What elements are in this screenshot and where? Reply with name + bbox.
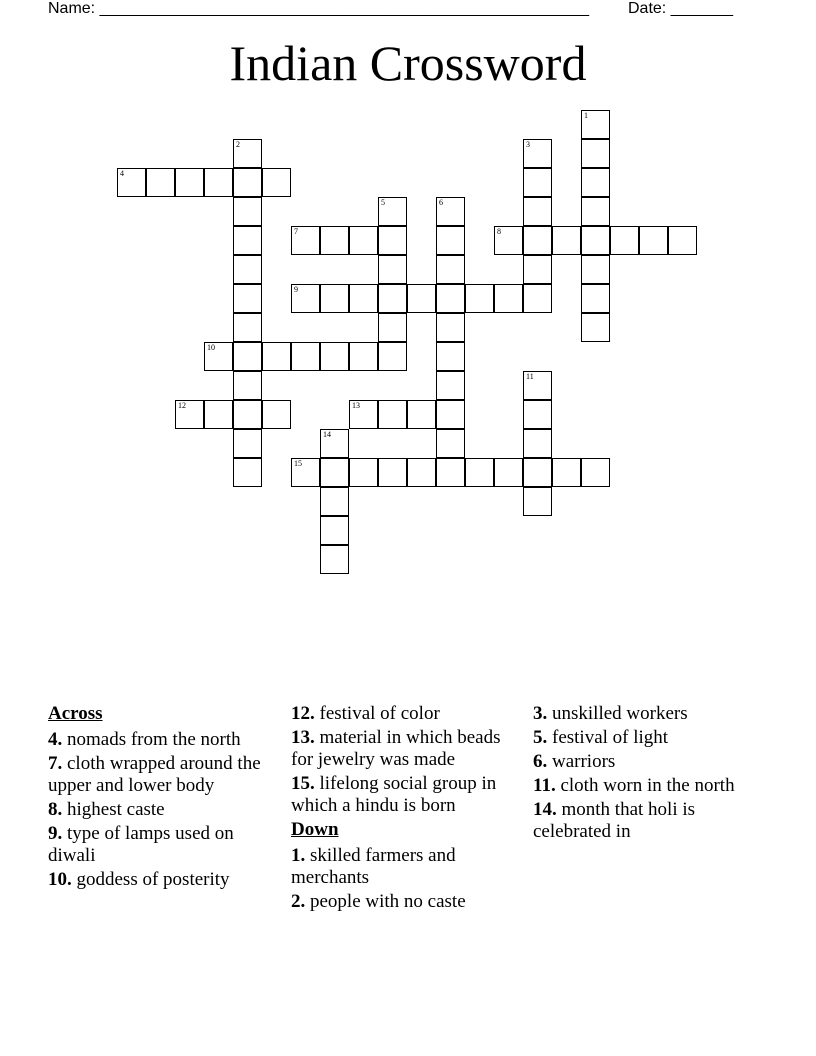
grid-cell[interactable] <box>523 487 552 516</box>
clue-number: 15 <box>294 459 302 468</box>
grid-cell[interactable] <box>378 342 407 371</box>
clue-number-label: 15. <box>291 773 315 794</box>
clue-text: type of lamps used on diwali <box>48 823 234 866</box>
grid-cell[interactable] <box>262 400 291 429</box>
clue-number: 4 <box>120 169 124 178</box>
grid-cell[interactable] <box>436 342 465 371</box>
grid-cell[interactable] <box>320 226 349 255</box>
grid-cell[interactable] <box>291 458 320 487</box>
grid-cell[interactable] <box>233 400 262 429</box>
grid-cell[interactable] <box>378 313 407 342</box>
grid-cell[interactable] <box>581 458 610 487</box>
clue-number-label: 8. <box>48 799 63 820</box>
clue-number-label: 11. <box>533 775 556 796</box>
grid-cell[interactable] <box>378 255 407 284</box>
grid-cell[interactable] <box>233 342 262 371</box>
grid-cell[interactable] <box>204 342 233 371</box>
clue-number-label: 4. <box>48 729 63 750</box>
grid-cell[interactable] <box>233 168 262 197</box>
across-clue <box>48 869 273 891</box>
grid-cell[interactable] <box>494 284 523 313</box>
grid-cell[interactable] <box>668 226 697 255</box>
down-clue <box>533 703 773 725</box>
grid-cell[interactable] <box>436 313 465 342</box>
clue-number: 10 <box>207 343 215 352</box>
clue-number: 6 <box>439 198 443 207</box>
down-clue <box>533 727 773 749</box>
grid-cell[interactable] <box>175 400 204 429</box>
clue-number: 11 <box>526 372 534 381</box>
grid-cell[interactable] <box>378 458 407 487</box>
clue-text: cloth wrapped around the upper and lower body <box>48 753 261 796</box>
grid-cell[interactable] <box>436 197 465 226</box>
grid-cell[interactable] <box>349 284 378 313</box>
clue-text: lifelong social group in which a hindu is born <box>291 773 497 816</box>
clue-number: 3 <box>526 140 530 149</box>
grid-cell[interactable] <box>233 371 262 400</box>
clue-column-1 <box>48 703 273 893</box>
grid-cell[interactable] <box>436 400 465 429</box>
grid-cell[interactable] <box>523 226 552 255</box>
grid-cell[interactable] <box>465 458 494 487</box>
grid-cell[interactable] <box>494 458 523 487</box>
clue-number: 1 <box>584 111 588 120</box>
clue-text: goddess of posterity <box>71 869 230 890</box>
grid-cell[interactable] <box>320 545 349 574</box>
grid-cell[interactable] <box>233 139 262 168</box>
clue-number: 7 <box>294 227 298 236</box>
grid-cell[interactable] <box>175 168 204 197</box>
grid-cell[interactable] <box>581 313 610 342</box>
across-clue <box>291 773 523 817</box>
clue-number: 12 <box>178 401 186 410</box>
grid-cell[interactable] <box>233 226 262 255</box>
grid-cell[interactable] <box>581 197 610 226</box>
grid-cell[interactable] <box>407 458 436 487</box>
across-clue <box>48 799 273 821</box>
grid-cell[interactable] <box>320 516 349 545</box>
clue-number-label: 3. <box>533 703 548 724</box>
grid-cell[interactable] <box>436 458 465 487</box>
clue-number-label: 10. <box>48 869 72 890</box>
across-clue <box>291 703 523 725</box>
grid-cell[interactable] <box>320 342 349 371</box>
grid-cell[interactable] <box>465 284 494 313</box>
grid-cell[interactable] <box>436 255 465 284</box>
grid-cell[interactable] <box>523 429 552 458</box>
clue-number: 9 <box>294 285 298 294</box>
grid-cell[interactable] <box>378 226 407 255</box>
clue-number-label: 7. <box>48 753 63 774</box>
clue-number-label: 12. <box>291 703 315 724</box>
clue-section-heading: Down <box>291 819 339 840</box>
clue-section-heading: Across <box>48 703 103 724</box>
grid-cell[interactable] <box>407 284 436 313</box>
page-title: Indian Crossword <box>229 35 587 91</box>
clue-column-3 <box>533 703 773 845</box>
grid-cell[interactable] <box>407 400 436 429</box>
grid-cell[interactable] <box>523 168 552 197</box>
down-clue <box>291 845 523 889</box>
grid-cell[interactable] <box>378 197 407 226</box>
clue-text: nomads from the north <box>62 729 241 750</box>
across-clue <box>48 729 273 751</box>
name-line: Name: _______________________________________________________ <box>48 0 589 17</box>
clue-text: warriors <box>547 751 616 772</box>
grid-cell[interactable] <box>320 429 349 458</box>
clue-number-label: 13. <box>291 727 315 748</box>
clue-number-label: 2. <box>291 891 306 912</box>
clue-text: cloth worn in the north <box>555 775 735 796</box>
grid-cell[interactable] <box>436 226 465 255</box>
grid-cell[interactable] <box>349 342 378 371</box>
down-clue <box>533 775 773 797</box>
grid-cell[interactable] <box>436 429 465 458</box>
clue-number-label: 6. <box>533 751 548 772</box>
grid-cell[interactable] <box>581 139 610 168</box>
clue-number: 2 <box>236 140 240 149</box>
clue-number: 5 <box>381 198 385 207</box>
clue-text: highest caste <box>62 799 165 820</box>
grid-cell[interactable] <box>233 284 262 313</box>
grid-cell[interactable] <box>523 371 552 400</box>
clue-text: festival of color <box>314 703 440 724</box>
down-clue <box>533 799 773 843</box>
grid-cell[interactable] <box>146 168 175 197</box>
grid-cell[interactable] <box>552 458 581 487</box>
grid-cell[interactable] <box>291 226 320 255</box>
clue-number: 8 <box>497 227 501 236</box>
clue-number-label: 1. <box>291 845 306 866</box>
grid-cell[interactable] <box>320 458 349 487</box>
across-clue <box>48 753 273 797</box>
clue-text: material in which beads for jewelry was made <box>291 727 501 770</box>
grid-cell[interactable] <box>552 226 581 255</box>
grid-cell[interactable] <box>378 284 407 313</box>
grid-cell[interactable] <box>320 487 349 516</box>
date-line: Date: _______ <box>628 0 733 17</box>
grid-cell[interactable] <box>204 168 233 197</box>
grid-cell[interactable] <box>233 429 262 458</box>
grid-cell[interactable] <box>581 284 610 313</box>
grid-cell[interactable] <box>523 458 552 487</box>
down-clue <box>291 891 523 913</box>
across-clue <box>291 727 523 771</box>
grid-cell[interactable] <box>523 139 552 168</box>
grid-cell[interactable] <box>436 371 465 400</box>
grid-cell[interactable] <box>523 255 552 284</box>
grid-cell[interactable] <box>581 226 610 255</box>
grid-cell[interactable] <box>262 342 291 371</box>
grid-cell[interactable] <box>204 400 233 429</box>
grid-cell[interactable] <box>262 168 291 197</box>
grid-cell[interactable] <box>233 255 262 284</box>
clue-text: festival of light <box>547 727 669 748</box>
grid-cell[interactable] <box>291 284 320 313</box>
grid-cell[interactable] <box>494 226 523 255</box>
grid-cell[interactable] <box>523 400 552 429</box>
grid-cell[interactable] <box>233 313 262 342</box>
clue-number-label: 5. <box>533 727 548 748</box>
clue-text: unskilled workers <box>547 703 688 724</box>
grid-cell[interactable] <box>378 400 407 429</box>
grid-cell[interactable] <box>610 226 639 255</box>
clue-text: people with no caste <box>305 891 466 912</box>
grid-cell[interactable] <box>581 168 610 197</box>
grid-cell[interactable] <box>639 226 668 255</box>
grid-cell[interactable] <box>349 400 378 429</box>
grid-cell[interactable] <box>233 197 262 226</box>
across-clue <box>48 823 273 867</box>
clue-number: 13 <box>352 401 360 410</box>
grid-cell[interactable] <box>291 342 320 371</box>
clue-number-label: 9. <box>48 823 63 844</box>
grid-cell[interactable] <box>581 110 610 139</box>
grid-cell[interactable] <box>349 226 378 255</box>
grid-cell[interactable] <box>523 197 552 226</box>
clue-number: 14 <box>323 430 331 439</box>
grid-cell[interactable] <box>320 284 349 313</box>
grid-cell[interactable] <box>349 458 378 487</box>
clue-column-2 <box>291 703 523 915</box>
clue-text: skilled farmers and merchants <box>291 845 456 888</box>
grid-cell[interactable] <box>117 168 146 197</box>
clue-number-label: 14. <box>533 799 557 820</box>
down-clue <box>533 751 773 773</box>
grid-cell[interactable] <box>436 284 465 313</box>
grid-cell[interactable] <box>581 255 610 284</box>
grid-cell[interactable] <box>233 458 262 487</box>
grid-cell[interactable] <box>523 284 552 313</box>
clue-text: month that holi is celebrated in <box>533 799 696 842</box>
